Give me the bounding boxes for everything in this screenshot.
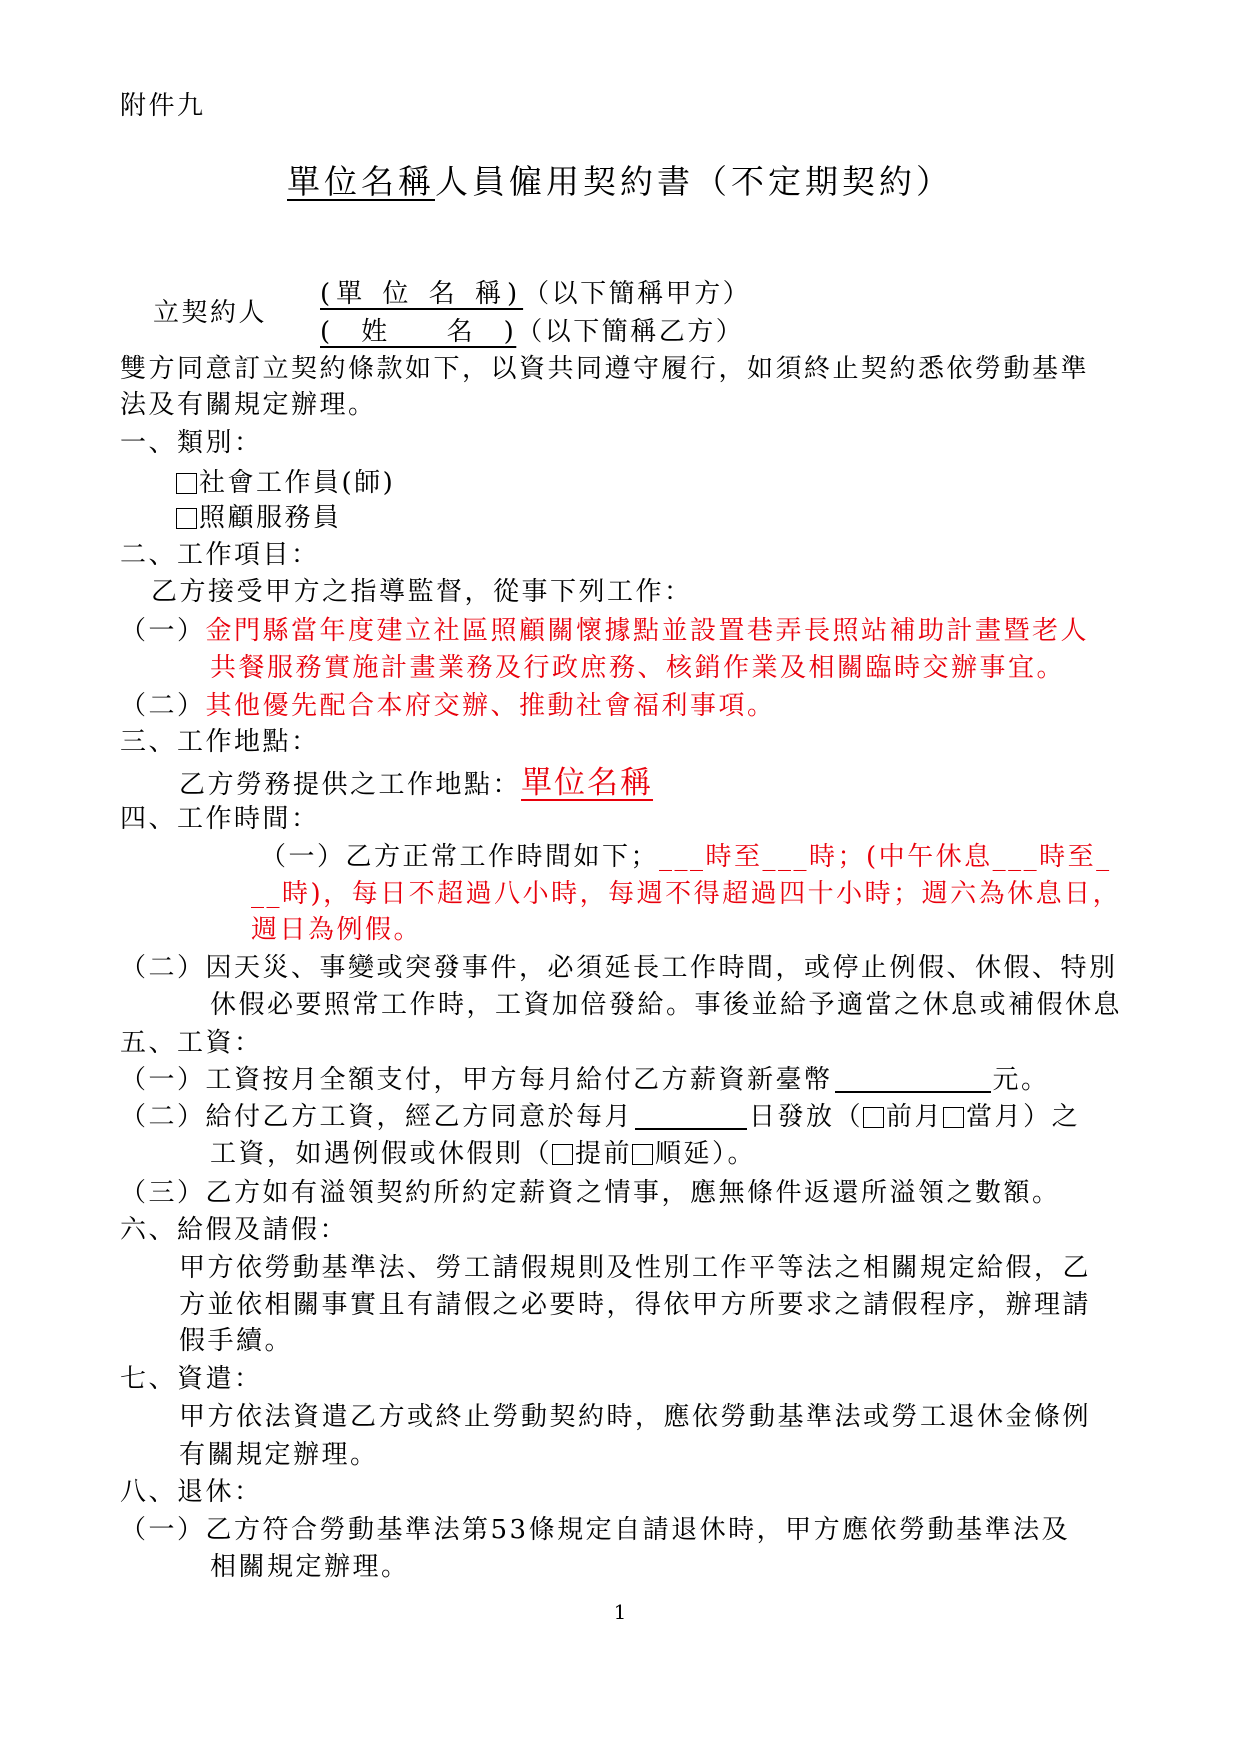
checkbox-icon: [176, 508, 197, 529]
party-a-note: （以下簡稱甲方）: [523, 279, 752, 309]
wages-item-1: [120, 1064, 1050, 1096]
checkbox-icon: [552, 1144, 573, 1165]
party-a-row: [320, 278, 751, 310]
section-heading-hours: 四、工作時間：: [120, 804, 320, 834]
section-heading-category: 一、類別：: [120, 428, 263, 458]
wages-item-1-suffix: 元。: [992, 1065, 1050, 1095]
option-advance: 提前: [575, 1139, 633, 1169]
work-location-lead: 乙方勞務提供之工作地點：: [179, 770, 522, 800]
item-number: （一）: [120, 616, 206, 646]
retirement-item-1: 相關規定辦理。: [210, 1552, 410, 1582]
option-previous-month: 前月: [886, 1102, 944, 1132]
wages-item-2: [120, 1101, 1080, 1133]
leave-text: 甲方依勞動基準法、勞工請假規則及性別工作平等法之相關規定給假，乙: [179, 1253, 1092, 1283]
category-option-label: 社會工作員(師): [199, 468, 396, 498]
title-unit-name: 單位名稱: [287, 162, 435, 201]
work-item-1-text: 金門縣當年度建立社區照顧關懷據點並設置巷弄長照站補助計畫暨老人: [205, 616, 1090, 646]
section-heading-leave: 六、給假及請假：: [120, 1215, 349, 1245]
section-heading-severance: 七、資遣：: [120, 1364, 263, 1394]
title-rest: 人員僱用契約書（不定期契約）: [435, 162, 953, 201]
severance-text: 有關規定辦理。: [179, 1440, 379, 1470]
work-item-2-text: 其他優先配合本府交辦、推動社會福利事項。: [205, 691, 776, 721]
parties-label: 立契約人: [153, 298, 268, 328]
work-items-lead: 乙方接受甲方之指導監督，從事下列工作：: [151, 577, 693, 607]
work-item-1-text: 共餐服務實施計畫業務及行政庶務、核銷作業及相關臨時交辦事宜。: [210, 653, 1066, 683]
wages-item-2-text: 日發放（: [749, 1102, 864, 1132]
hours-item-1: [260, 841, 1112, 873]
checkbox-icon: [943, 1107, 964, 1128]
hours-item-2: 休假必要照常工作時，工資加倍發給。事後並給予適當之休息或補假休息: [210, 990, 1123, 1020]
hours-item-1-prefix: （一）乙方正常工作時間如下；: [260, 842, 660, 872]
item-number: （二）: [120, 691, 206, 721]
section-heading-retirement: 八、退休：: [120, 1477, 263, 1507]
checkbox-icon: [632, 1144, 653, 1165]
wages-item-2: [210, 1138, 756, 1170]
checkbox-icon: [176, 473, 197, 494]
intro-line: 法及有關規定辦理。: [120, 390, 377, 420]
hours-item-2: （二）因天災、事變或突發事件，必須延長工作時間，或停止例假、休假、特別: [120, 953, 1118, 983]
work-location: [179, 764, 653, 804]
party-a-name: (單 位 名 稱): [320, 279, 524, 309]
section-heading-work-items: 二、工作項目：: [120, 540, 320, 570]
party-b-row: [320, 316, 744, 348]
option-current-month: 當月: [966, 1102, 1024, 1132]
section-heading-wages: 五、工資：: [120, 1028, 263, 1058]
wages-item-3: （三）乙方如有溢領契約所約定薪資之情事，應無條件返還所溢領之數額。: [120, 1178, 1061, 1208]
retirement-item-1: （一）乙方符合勞動基準法第53條規定自請退休時，甲方應依勞動基準法及: [120, 1515, 1071, 1545]
page-title: [0, 163, 1240, 201]
checkbox-icon: [863, 1107, 884, 1128]
category-option: [176, 502, 342, 534]
hours-item-1-text: ___時至___時；(中午休息___時至_: [659, 842, 1112, 872]
wages-item-1-text: （一）工資按月全額支付，甲方每月給付乙方薪資新臺幣: [120, 1065, 833, 1095]
category-option: [176, 467, 395, 499]
wages-item-2-text: （二）給付乙方工資，經乙方同意於每月: [120, 1102, 634, 1132]
work-item-2: [120, 690, 776, 722]
party-b-name: ( 姓 名 ): [320, 317, 517, 347]
section-heading-location: 三、工作地點：: [120, 727, 320, 757]
attachment-label: 附件九: [120, 91, 206, 121]
payday-blank: [635, 1102, 747, 1130]
party-b-note: （以下簡稱乙方）: [516, 317, 745, 347]
wages-item-2-text: 工資，如遇例假或休假則（: [210, 1139, 553, 1169]
work-location-value: 單位名稱: [521, 765, 654, 801]
salary-blank: [835, 1065, 991, 1093]
option-postpone: 順延: [655, 1139, 713, 1169]
leave-text: 方並依相關事實且有請假之必要時，得依甲方所要求之請假程序，辦理請: [179, 1290, 1092, 1320]
work-item-1: [120, 615, 1089, 647]
leave-text: 假手續。: [179, 1326, 294, 1356]
intro-line: 雙方同意訂立契約條款如下，以資共同遵守履行，如須終止契約悉依勞動基準: [120, 354, 1090, 384]
wages-item-2-text: ）之: [1023, 1102, 1081, 1132]
wages-item-2-text: ）。: [712, 1139, 757, 1169]
hours-item-1-text: 週日為例假。: [251, 915, 423, 945]
hours-item-1-text: __時)，每日不超過八小時，每週不得超過四十小時；週六為休息日，: [251, 879, 1122, 909]
page-number: 1: [613, 1600, 627, 1624]
severance-text: 甲方依法資遣乙方或終止勞動契約時，應依勞動基準法或勞工退休金條例: [179, 1402, 1092, 1432]
category-option-label: 照顧服務員: [199, 503, 342, 533]
